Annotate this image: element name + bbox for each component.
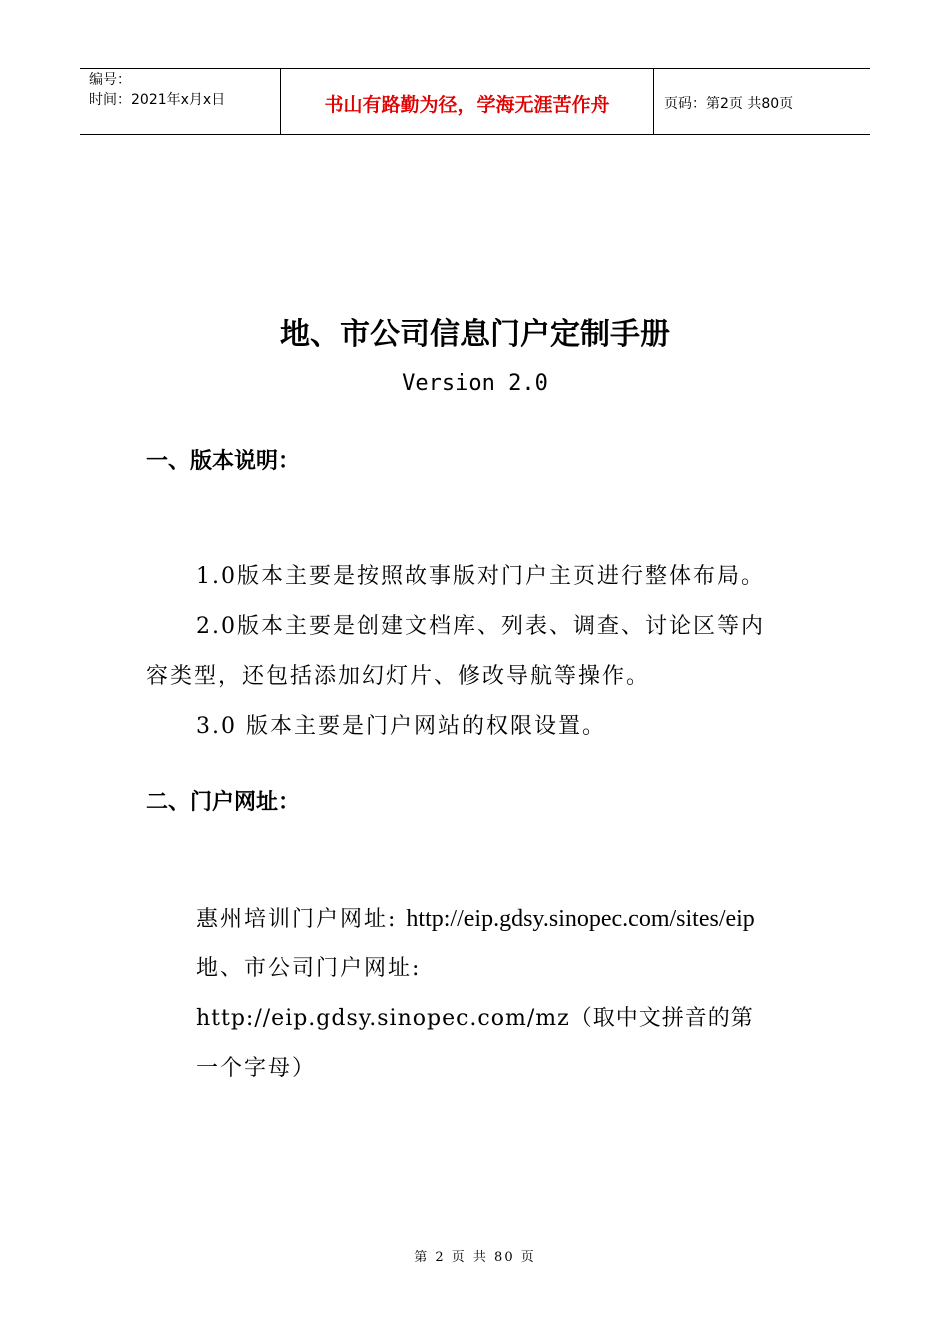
header-number-label: 编号： (89, 72, 131, 88)
version-note-1: 1.0版本主要是按照故事版对门户主页进行整体布局。 (196, 564, 765, 589)
city-portal-url[interactable]: http://eip.gdsy.sinopec.com/mz（取中文拼音的第 (196, 1006, 754, 1031)
header-table (80, 68, 870, 135)
header-left-cell (80, 69, 281, 134)
version-note-2-cont: 容类型，还包括添加幻灯片、修改导航等操作。 (146, 664, 651, 689)
version-note-2: 2.0版本主要是创建文档库、列表、调查、讨论区等内 (196, 614, 765, 639)
training-portal-url[interactable]: http://eip.gdsy.sinopec.com/sites/eip (406, 906, 755, 932)
training-portal-line (196, 904, 755, 935)
city-portal-note: 一个字母） (196, 1056, 317, 1081)
training-portal-label: 惠州培训门户网址: (196, 907, 407, 932)
page-footer: 第 2 页 共 80 页 (414, 1250, 536, 1265)
section-heading-portal-urls: 二、门户网址： (146, 790, 301, 815)
document-version: Version 2.0 (402, 371, 548, 396)
header-motto: 书山有路勤为径，学海无涯苦作舟 (281, 69, 654, 134)
header-page-info: 页码：第2页 共80页 (664, 95, 794, 112)
document-title: 地、市公司信息门户定制手册 (280, 317, 670, 352)
city-portal-label: 地、市公司门户网址: (196, 956, 422, 981)
version-note-3: 3.0 版本主要是门户网站的权限设置。 (196, 714, 606, 739)
header-time-label: 时间：2021年x月x日 (89, 92, 226, 108)
section-heading-version-notes: 一、版本说明： (146, 449, 301, 474)
